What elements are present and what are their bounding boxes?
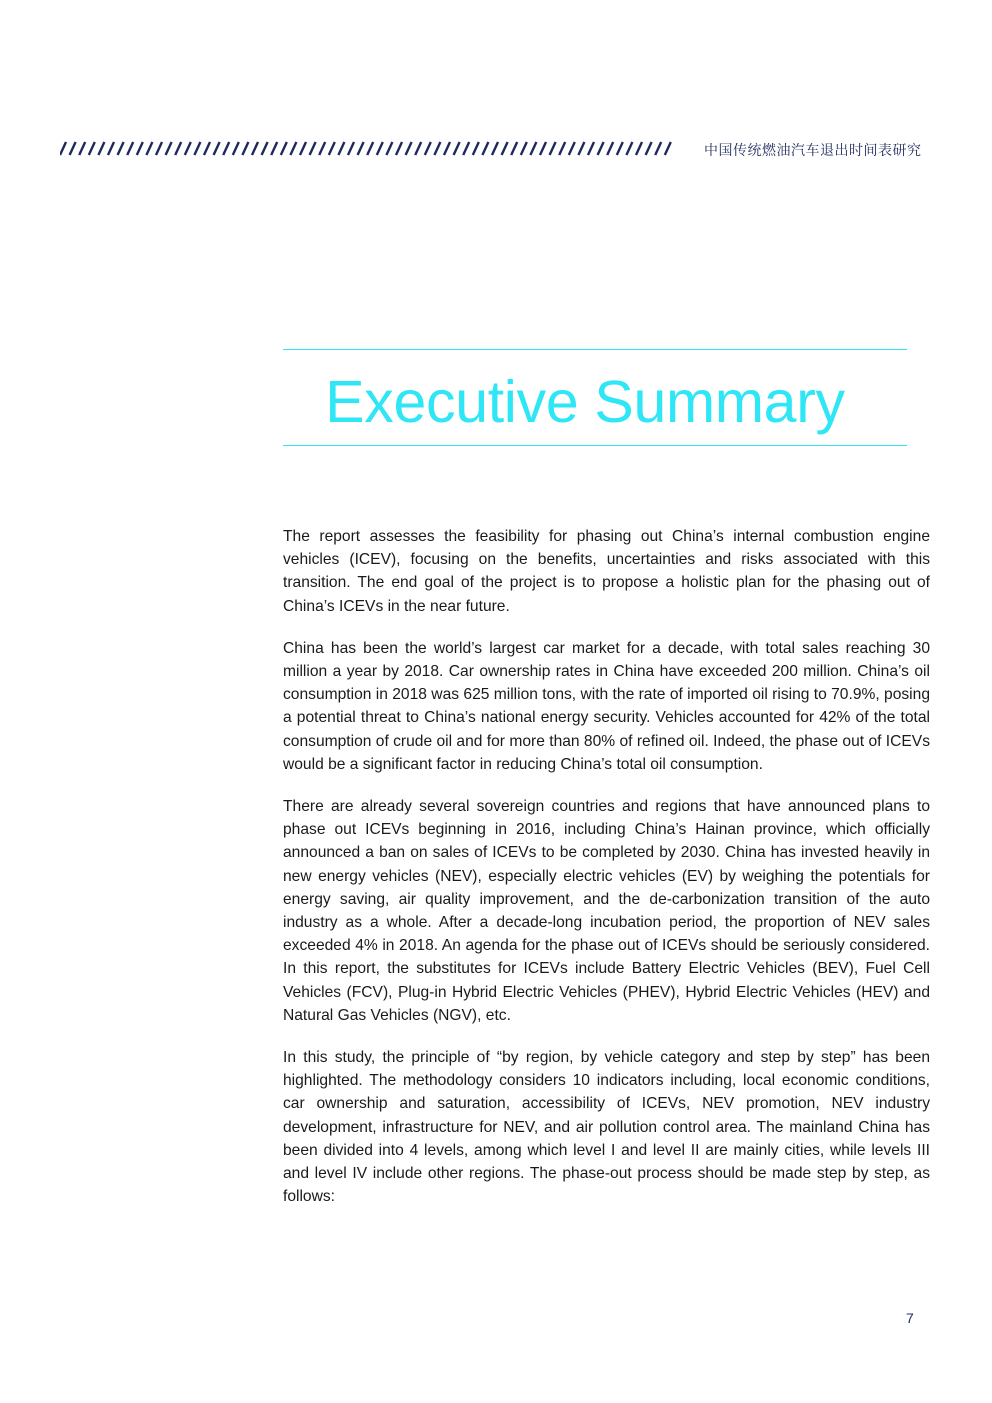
- header-stripe: [396, 142, 402, 155]
- header-stripe: [310, 142, 316, 155]
- header-stripe: [79, 142, 85, 155]
- header-stripe: [262, 142, 268, 155]
- header-stripe: [214, 142, 220, 155]
- header-stripe: [540, 142, 546, 155]
- header-stripe: [569, 142, 575, 155]
- header-stripe: [377, 142, 383, 155]
- section-heading: Executive Summary: [325, 369, 845, 435]
- header-stripe: [89, 142, 95, 155]
- header-stripe: [559, 142, 565, 155]
- header-stripe: [626, 142, 632, 155]
- header-stripe: [146, 142, 152, 155]
- heading-bottom-rule: [283, 445, 907, 446]
- header-stripe: [223, 142, 229, 155]
- header-stripe: [636, 142, 642, 155]
- header-stripe: [502, 142, 508, 155]
- header-stripe: [185, 142, 191, 155]
- header-stripe: [300, 142, 306, 155]
- header-stripe: [156, 142, 162, 155]
- header-stripe: [434, 142, 440, 155]
- header-stripe: [386, 142, 392, 155]
- running-header-title: 中国传统燃油汽车退出时间表研究: [704, 142, 922, 158]
- paragraph-2: China has been the world’s largest car market for a decade, with total sales reaching 30 million a year by 2018. Car ownership rates in China have exceeded 200 million. China’s oil consumption in 2018 was 625 million tons, with the rate of imported oil rising to 70.9%, posing a potential threat to China’s national energy security. Vehicles accounted for 42% of the total consumption of crude oil and for more than 80% of refined oil. Indeed, the phase out of ICEVs would be a significant factor in reducing China’s total oil consumption.: [283, 639, 930, 773]
- header-stripe: [665, 142, 671, 155]
- header-stripe: [655, 142, 661, 155]
- header-stripe: [70, 142, 76, 155]
- header-stripe: [454, 142, 460, 155]
- paragraph-4: In this study, the principle of “by region, by vehicle category and step by step” has been highlighted. The methodology considers 10 indicators including, local economic conditions, car ownership and saturation, accessibility of ICEVs, NEV promotion, NEV industry development, infrastructure for NEV, and air pollution control area. The mainland China has been divided into 4 levels, among which level I and level II are mainly cities, while levels III and level IV include other regions. The phase-out process should be made step by step, as follows:: [283, 1049, 930, 1206]
- header-stripe: [319, 142, 325, 155]
- header-stripe: [511, 142, 517, 155]
- header-stripe: [329, 142, 335, 155]
- header-stripe: [482, 142, 488, 155]
- header-stripe: [588, 142, 594, 155]
- header-stripe: [425, 142, 431, 155]
- header-stripe: [60, 142, 66, 155]
- header-stripe: [444, 142, 450, 155]
- header-stripe: [281, 142, 287, 155]
- header-stripe-decoration: [60, 141, 678, 156]
- header-stripe: [358, 142, 364, 155]
- header-stripe: [98, 142, 104, 155]
- header-stripe: [271, 142, 277, 155]
- header-stripe: [204, 142, 210, 155]
- header-stripe: [646, 142, 652, 155]
- header-stripe: [415, 142, 421, 155]
- page-number: 7: [906, 1310, 914, 1326]
- header-stripe: [338, 142, 344, 155]
- header-stripe: [348, 142, 354, 155]
- header-stripe: [137, 142, 143, 155]
- header-stripe: [530, 142, 536, 155]
- paragraph-3: There are already several sovereign countries and regions that have announced plans to phase out ICEVs beginning in 2016, including China’s Hainan province, which officially announced a ban on sales of ICEVs to be completed by 2030. China has invested heavily in new energy vehicles (NEV), especially electric vehicles (EV) by weighing the potentials for energy saving, air quality improvement, and the de-carbonization transition of the auto industry as a whole. After a decade-long incubation period, the proportion of NEV sales exceeded 4% in 2018. An agenda for the phase out of ICEVs should be seriously considered. In this report, the substitutes for ICEVs include Battery Electric Vehicles (BEV), Fuel Cell Vehicles (FCV), Plug-in Hybrid Electric Vehicles (PHEV), Hybrid Electric Vehicles (HEV) and Natural Gas Vehicles (NGV), etc.: [283, 798, 930, 1024]
- header-stripe: [108, 142, 114, 155]
- header-stripe: [194, 142, 200, 155]
- body-text: [283, 525, 930, 1227]
- header-stripe: [127, 142, 133, 155]
- header-stripe: [473, 142, 479, 155]
- header-stripe: [242, 142, 248, 155]
- header-stripe: [607, 142, 613, 155]
- header-stripe: [367, 142, 373, 155]
- header-stripe: [550, 142, 556, 155]
- header-stripe: [492, 142, 498, 155]
- header-stripe: [233, 142, 239, 155]
- header-stripe: [290, 142, 296, 155]
- header-stripe: [406, 142, 412, 155]
- header-stripe: [252, 142, 258, 155]
- header-stripe: [166, 142, 172, 155]
- heading-top-rule: [283, 349, 907, 350]
- header-stripe: [521, 142, 527, 155]
- paragraph-1: The report assesses the feasibility for phasing out China’s internal combustion engine vehicles (ICEV), focusing on the benefits, uncertainties and risks associated with this transition. The end goal of the project is to propose a holistic plan for the phasing out of China’s ICEVs in the near future.: [283, 528, 930, 615]
- header-stripe: [118, 142, 124, 155]
- header-stripe: [617, 142, 623, 155]
- header-stripe: [598, 142, 604, 155]
- header-stripe: [578, 142, 584, 155]
- header-stripe: [463, 142, 469, 155]
- header-stripe: [175, 142, 181, 155]
